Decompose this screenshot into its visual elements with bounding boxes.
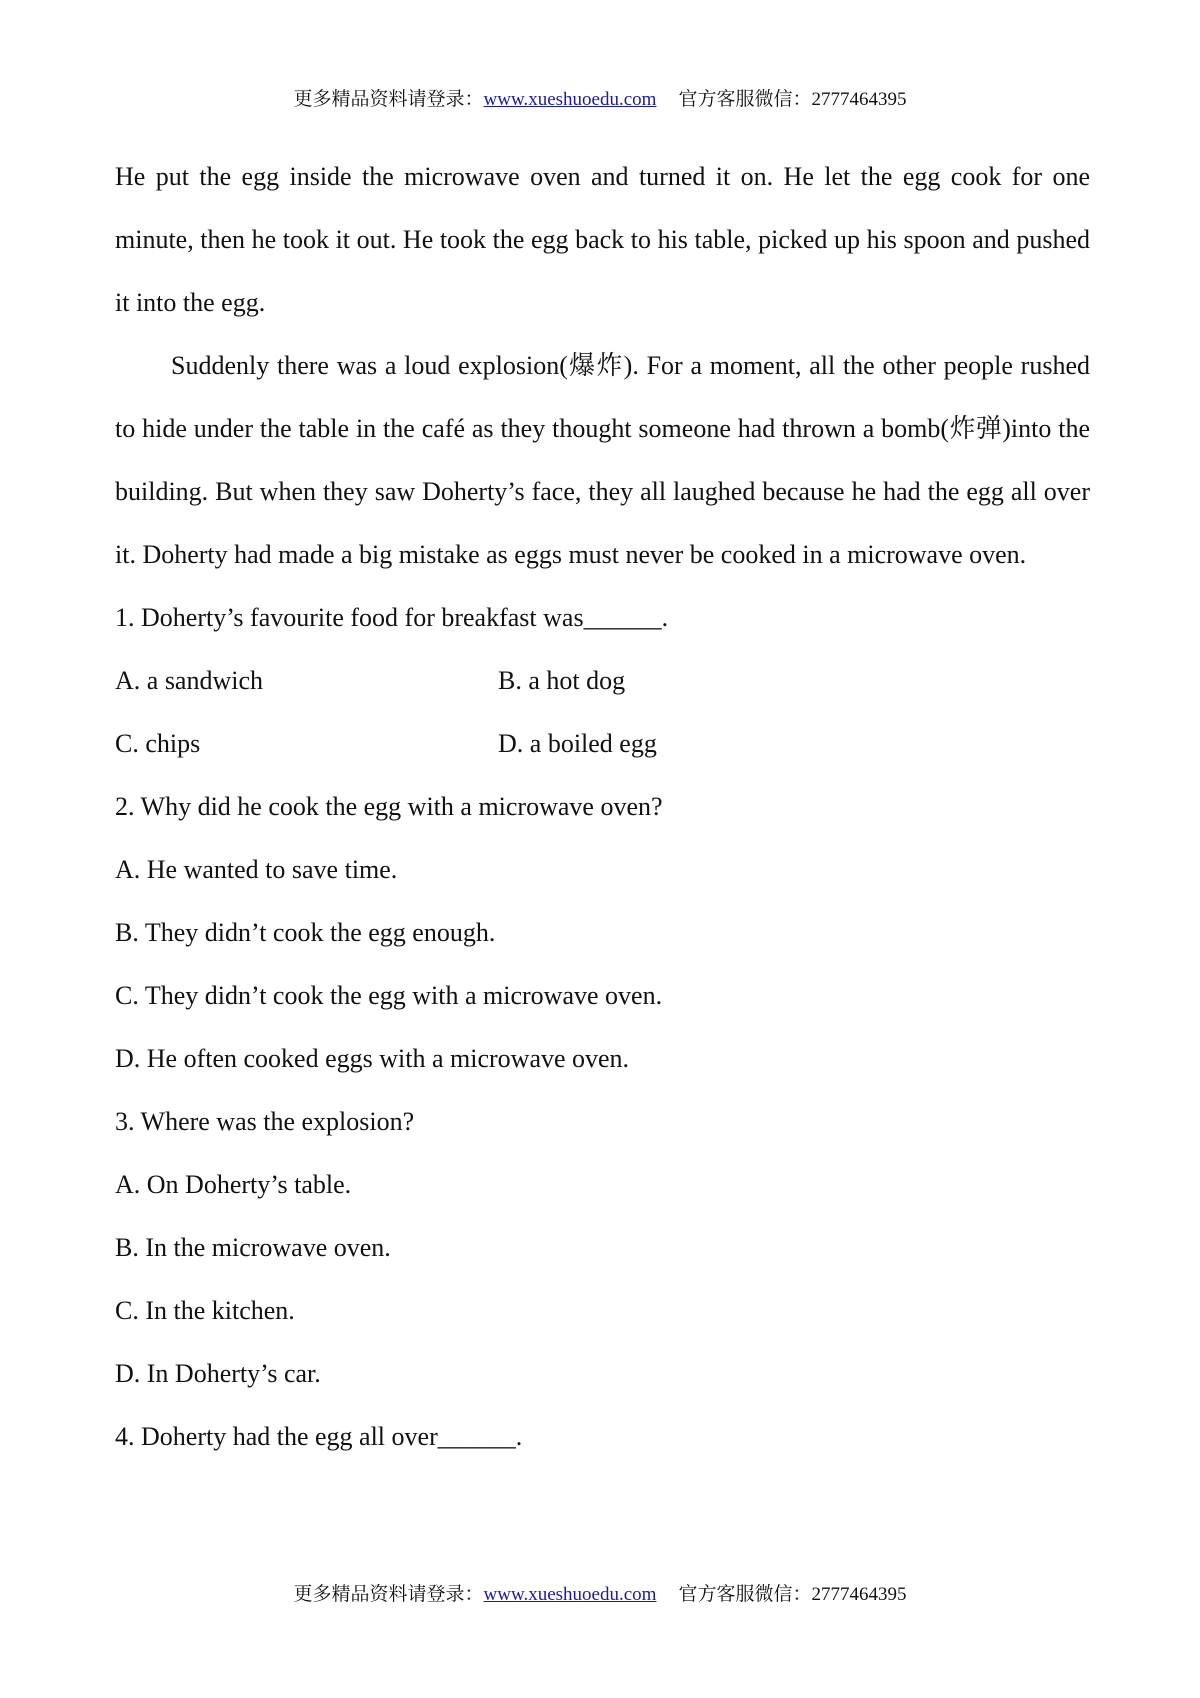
footer-service: 官方客服微信：2777464395 xyxy=(678,1584,907,1605)
question-2-option-d: D. He often cooked eggs with a microwave oven. xyxy=(115,1044,630,1073)
question-1-options-row-1 xyxy=(115,649,1090,712)
footer-website-link[interactable]: www.xueshuoedu.com xyxy=(483,1584,657,1605)
question-4-stem: 4. Doherty had the egg all over______. xyxy=(115,1422,523,1451)
document-body xyxy=(115,145,1090,1468)
header-website-link[interactable]: www.xueshuoedu.com xyxy=(483,89,657,110)
question-3-option-d: D. In Doherty’s car. xyxy=(115,1359,321,1388)
footer-prefix: 更多精品资料请登录： xyxy=(293,1584,484,1605)
question-2-stem: 2. Why did he cook the egg with a microwave oven? xyxy=(115,792,663,821)
question-3-option-c: C. In the kitchen. xyxy=(115,1296,295,1325)
question-1-stem: 1. Doherty’s favourite food for breakfast was______. xyxy=(115,603,669,632)
question-2-option-a: A. He wanted to save time. xyxy=(115,855,398,884)
question-1-option-c: C. chips xyxy=(115,729,201,758)
question-1-option-d: D. a boiled egg xyxy=(498,729,657,758)
page-header xyxy=(0,88,1200,112)
header-prefix: 更多精品资料请登录： xyxy=(293,89,484,110)
question-2-option-b: B. They didn’t cook the egg enough. xyxy=(115,918,496,947)
question-1-option-b: B. a hot dog xyxy=(498,666,626,695)
passage-paragraph-2: Suddenly there was a loud explosion(爆炸). For a moment, all the other people rushed to hide under the table in the café as they thought someone had thrown a bomb(炸弹)into the building. But when they saw Doherty’s face, they all laughed because he had the egg all over it. Doherty had made a big mistake as eggs must never be cooked in a microwave oven. xyxy=(115,351,1090,569)
question-3-option-a: A. On Doherty’s table. xyxy=(115,1170,352,1199)
question-3-stem: 3. Where was the explosion? xyxy=(115,1107,415,1136)
question-1-options-row-2 xyxy=(115,712,1090,775)
question-3-option-b: B. In the microwave oven. xyxy=(115,1233,391,1262)
question-1-option-a: A. a sandwich xyxy=(115,666,264,695)
passage-paragraph-1: He put the egg inside the microwave oven and turned it on. He let the egg cook for one minute, then he took it out. He took the egg back to his table, picked up his spoon and pushed it into the egg. xyxy=(115,162,1090,317)
header-service: 官方客服微信：2777464395 xyxy=(678,89,907,110)
page-footer xyxy=(0,1583,1200,1607)
question-2-option-c: C. They didn’t cook the egg with a microwave oven. xyxy=(115,981,663,1010)
